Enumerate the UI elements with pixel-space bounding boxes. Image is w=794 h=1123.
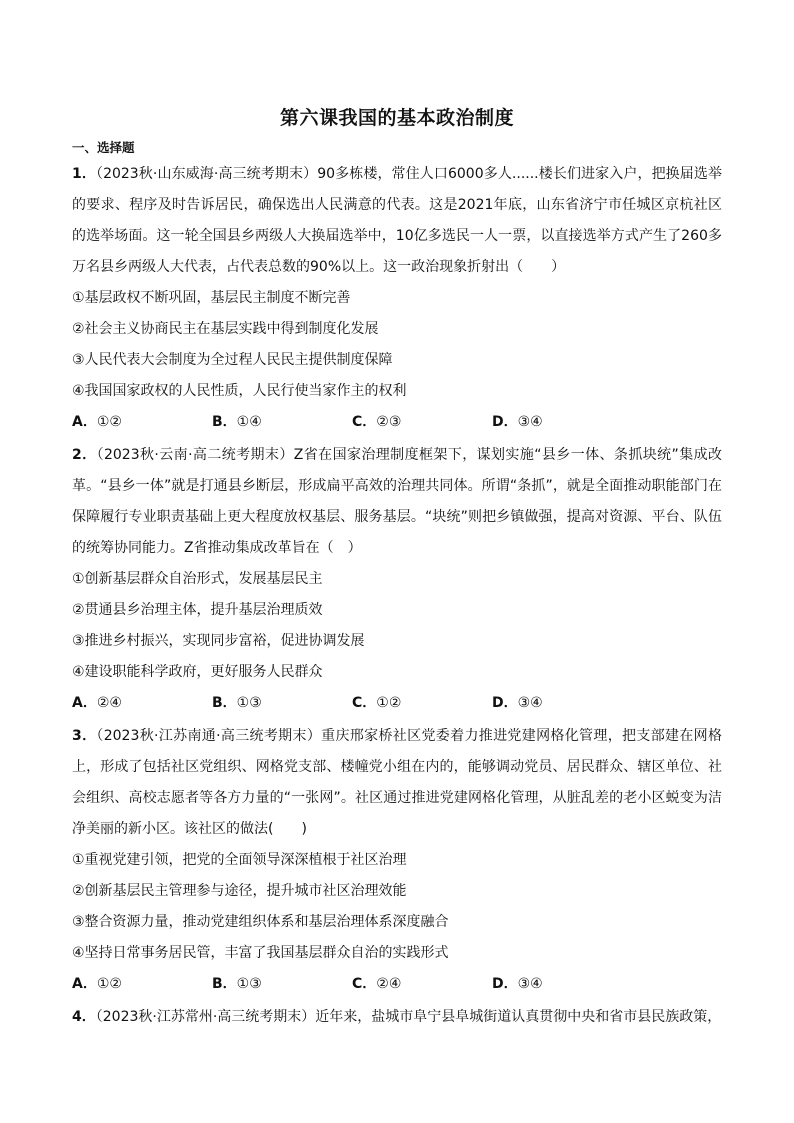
question-text: （2023秋·山东威海·高三统考期末）90多栋楼，常住人口6000多人......楼长们进家入户，把换届选举的要求、程序及时告诉居民，确保选出人民满意的代表。这是2021年底，山东省济宁市任城区京杭社区的选举场面。这一轮全国县乡两级人大换届选举中，10亿多选民一人一票，以直接选举方式产生了260多万名县乡两级人大代表，占代表总数的90%以上。这一政治现象折射出（ ） [72,166,723,275]
choice-value: ①④ [236,414,262,430]
statement-item: ③整合资源力量，推动党建组织体系和基层治理体系深度融合 [72,914,449,930]
choice-value: ①② [96,414,122,430]
question-number: 2． [72,447,97,463]
choice-value: ③④ [517,976,543,992]
question-4 [72,1002,722,1033]
choice-d[interactable] [492,688,543,719]
choice-b[interactable] [212,407,262,438]
statement-item: ②创新基层民主管理参与途径，提升城市社区治理效能 [72,883,407,899]
choice-value: ②④ [376,976,402,992]
statement-item: ④建设职能科学政府，更好服务人民群众 [72,664,323,680]
question-stem [72,440,722,564]
question-stem [72,721,722,845]
answer-choices [72,969,722,1000]
statement-item: ①重视党建引领，把党的全面领导深深植根于社区治理 [72,852,407,868]
choice-value: ①③ [236,976,262,992]
question-number: 3． [72,728,97,744]
statement-item: ①创新基层群众自治形式，发展基层民主 [72,571,323,587]
choice-value: ③④ [517,414,543,430]
choice-letter: A． [72,976,97,992]
question-stem [72,1002,722,1033]
statement-item: ②贯通县乡治理主体，提升基层治理质效 [72,602,323,618]
choice-letter: A． [72,414,97,430]
choice-letter: C． [352,695,377,711]
question-text: （2023秋·江苏常州·高三统考期末）近年来，盐城市阜宁县阜城街道认真贯彻中央和省市县民族政策， [95,1009,722,1025]
choice-d[interactable] [492,407,543,438]
choice-letter: A． [72,695,97,711]
choice-c[interactable] [352,688,401,719]
question-number: 1． [72,166,96,182]
choice-b[interactable] [212,688,262,719]
question-1 [72,159,722,438]
question-2 [72,440,722,719]
choice-a[interactable] [72,407,122,438]
choice-c[interactable] [352,969,401,1000]
statement-item: ①基层政权不断巩固，基层民主制度不断完善 [72,290,351,306]
choice-letter: C． [352,976,377,992]
choice-letter: D． [492,976,518,992]
choice-value: ②③ [376,414,402,430]
choice-letter: B． [212,414,237,430]
statement-item: ③人民代表大会制度为全过程人民民主提供制度保障 [72,352,393,368]
choice-letter: D． [492,695,518,711]
choice-value: ①② [376,695,402,711]
question-text: （2023秋·江苏南通·高三统考期末）重庆邢家桥社区党委着力推进党建网格化管理，把支部建在网格上，形成了包括社区党组织、网格党支部、楼幢党小组在内的，能够调动党员、居民群众、辖区单位、社会组织、高校志愿者等各方力量的“一张网”。社区通过推进党建网格化管理，从脏乱差的老小区蜕变为洁净美丽的新小区。该社区的做法( ) [72,728,722,837]
choice-a[interactable] [72,688,122,719]
section-heading: 一、选择题 [72,140,135,155]
choice-value: ③④ [517,695,543,711]
choice-letter: C． [352,414,377,430]
statement-item: ④坚持日常事务居民管，丰富了我国基层群众自治的实践形式 [72,945,449,961]
choice-value: ①② [96,976,122,992]
statement-item: ③推进乡村振兴，实现同步富裕，促进协调发展 [72,633,365,649]
answer-choices [72,688,722,719]
choice-value: ②④ [96,695,122,711]
page-title: 第六课我国的基本政治制度 [279,107,514,129]
statement-item: ②社会主义协商民主在基层实践中得到制度化发展 [72,321,379,337]
statement-item: ④我国国家政权的人民性质，人民行使当家作主的权利 [72,383,407,399]
choice-a[interactable] [72,969,122,1000]
question-3 [72,721,722,1000]
choice-value: ①③ [236,695,262,711]
choice-b[interactable] [212,969,262,1000]
answer-choices [72,407,722,438]
choice-c[interactable] [352,407,401,438]
choice-d[interactable] [492,969,543,1000]
choice-letter: B． [212,976,237,992]
question-stem [72,159,722,283]
question-text: （2023秋·云南·高二统考期末）Z省在国家治理制度框架下，谋划实施“县乡一体、条抓块统”集成改革。“县乡一体”就是打通县乡断层，形成扁平高效的治理共同体。所谓“条抓”，就是全面推动职能部门在保障履行专业职责基础上更大程度放权基层、服务基层。“块统”则把乡镇做强，提高对资源、平台、队伍的统筹协同能力。Z省推动集成改革旨在（ ） [72,447,723,556]
question-number: 4． [72,1009,96,1025]
choice-letter: D． [492,414,518,430]
choice-letter: B． [212,695,237,711]
